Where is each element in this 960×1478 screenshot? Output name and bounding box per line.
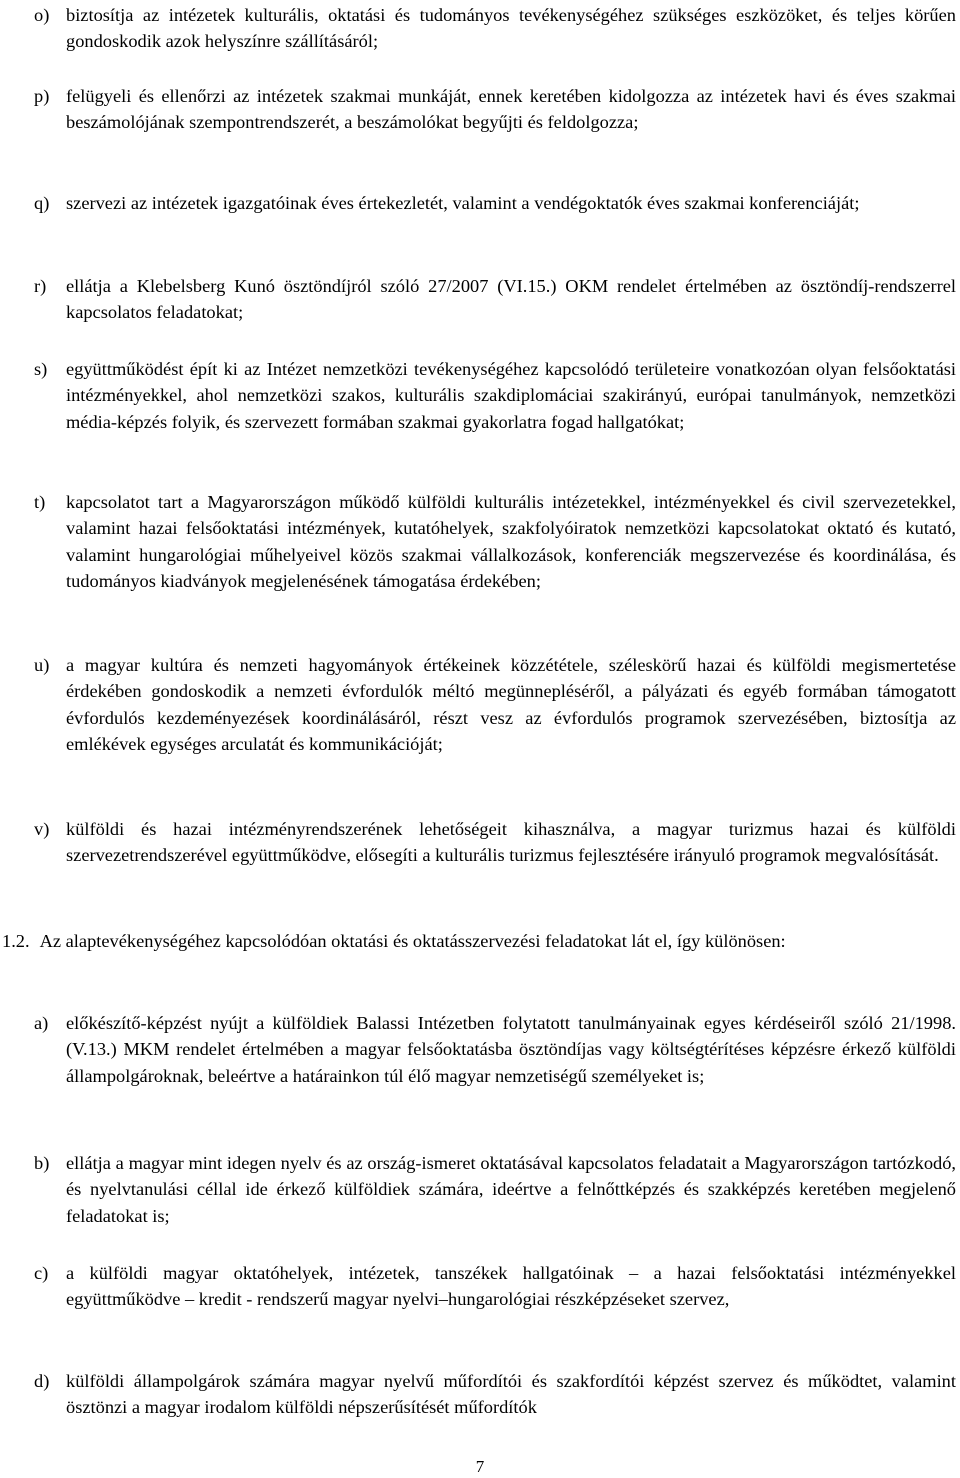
section-1-2	[2, 928, 956, 954]
item-label: q)	[34, 193, 50, 213]
item-label: t)	[34, 492, 46, 512]
item-label: v)	[34, 819, 50, 839]
list-item-t	[34, 489, 956, 595]
list-item-o	[34, 2, 956, 55]
item-label: c)	[34, 1263, 49, 1283]
section-text: Az alaptevékenységéhez kapcsolódóan oktatási és oktatásszervezési feladatokat lát el, így különösen:	[39, 931, 786, 951]
item-label: r)	[34, 276, 47, 296]
item-text: ellátja a Klebelsberg Kunó ösztöndíjról szóló 27/2007 (VI.15.) OKM rendelet értelmében az ösztöndíj-rendszerrel kapcsolatos feladatokat;	[66, 276, 956, 323]
section-number: 1.2.	[2, 931, 30, 951]
item-text: együttműködést épít ki az Intézet nemzetközi tevékenységéhez kapcsolódó területeire vonatkozóan olyan felsőoktatási intézményekkel, ahol nemzetközi szakos, kulturális szakdiplomáciai szakirányú, európai tanulmányok, nemzetközi média-képzés folyik, és szervezett formában szakmai gyakorlatra fogad hallgatókat;	[66, 359, 956, 432]
item-label: d)	[34, 1371, 50, 1391]
list-item-u	[34, 652, 956, 758]
item-label: b)	[34, 1153, 50, 1173]
item-label: a)	[34, 1013, 49, 1033]
item-label: s)	[34, 359, 48, 379]
item-label: o)	[34, 5, 50, 25]
item-text: előkészítő-képzést nyújt a külföldiek Balassi Intézetben folytatott tanulmányainak egyes kérdéseiről szóló 21/1998.(V.13.) MKM rendelet értelmében a magyar felsőoktatásba ösztöndíjas vagy költségtérítéses képzésre érkező külföldi állampolgároknak, beleértve a határainkon túl élő magyar nemzetiségű személyeket is;	[66, 1013, 956, 1086]
item-text: szervezi az intézetek igazgatóinak éves értekezletét, valamint a vendégoktatók éves szakmai konferenciáját;	[66, 193, 860, 213]
item-text: biztosítja az intézetek kulturális, oktatási és tudományos tevékenységéhez szükséges eszközöket, és teljes körűen gondoskodik azok helyszínre szállításáról;	[66, 5, 956, 52]
list-item-d	[34, 1368, 956, 1421]
item-text: ellátja a magyar mint idegen nyelv és az ország-ismeret oktatásával kapcsolatos feladatait a Magyarországon tartózkodó, és nyelvtanulási céllal ide érkező külföldiek számára, ideértve a felnőttképzés és szakképzés keretében megjelenő feladatokat is;	[66, 1153, 956, 1226]
list-item-r	[34, 273, 956, 326]
item-text: külföldi állampolgárok számára magyar nyelvű műfordítói és szakfordítói képzést szervez és működtet, valamint ösztönzi a magyar irodalom külföldi népszerűsítését műfordítók	[66, 1371, 956, 1418]
list-item-s	[34, 356, 956, 435]
item-text: kapcsolatot tart a Magyarországon működő külföldi kulturális intézetekkel, intézményekkel és civil szervezetekkel, valamint hazai felsőoktatási intézmények, kutatóhelyek, szakfolyóiratok nemzetközi kapcsolatokat oktató és kutató, valamint hungarológiai műhelyeivel közös szakmai vállalkozások, konferenciák megszervezése és koordinálása, és tudományos kiadványok megjelenésének támogatása érdekében;	[66, 492, 956, 592]
item-text: a magyar kultúra és nemzeti hagyományok értékeinek közzététele, széleskörű hazai és külföldi megismertetése érdekében gondoskodik a nemzeti évfordulók méltó megünnepléséről, a pályázati és egyéb formában támogatott évfordulós kezdeményezések koordinálásáról, részt vesz az évfordulós programok szervezésében, biztosítja az emlékévek egységes arculatát és kommunikációját;	[66, 655, 956, 755]
list-item-a	[34, 1010, 956, 1089]
item-label: p)	[34, 86, 50, 106]
item-label: u)	[34, 655, 50, 675]
list-item-v	[34, 816, 956, 869]
item-text: a külföldi magyar oktatóhelyek, intézetek, tanszékek hallgatóinak – a hazai felsőoktatási intézményekkel együttműködve – kredit - rendszerű magyar nyelvi–hungarológiai részképzéseket szervez,	[66, 1263, 956, 1310]
list-item-b	[34, 1150, 956, 1229]
item-text: külföldi és hazai intézményrendszerének lehetőségeit kihasználva, a magyar turizmus hazai és külföldi szervezetrendszerével együttműködve, elősegíti a kulturális turizmus fejlesztésére irányuló programok megvalósítását.	[66, 819, 956, 866]
item-text: felügyeli és ellenőrzi az intézetek szakmai munkáját, ennek keretében kidolgozza az intézetek havi és éves szakmai beszámolójának szempontrendszerét, a beszámolókat begyűjti és feldolgozza;	[66, 86, 956, 133]
list-item-q	[34, 190, 956, 216]
list-item-p	[34, 83, 956, 136]
list-item-c	[34, 1260, 956, 1313]
page-number: 7	[475, 1457, 485, 1476]
